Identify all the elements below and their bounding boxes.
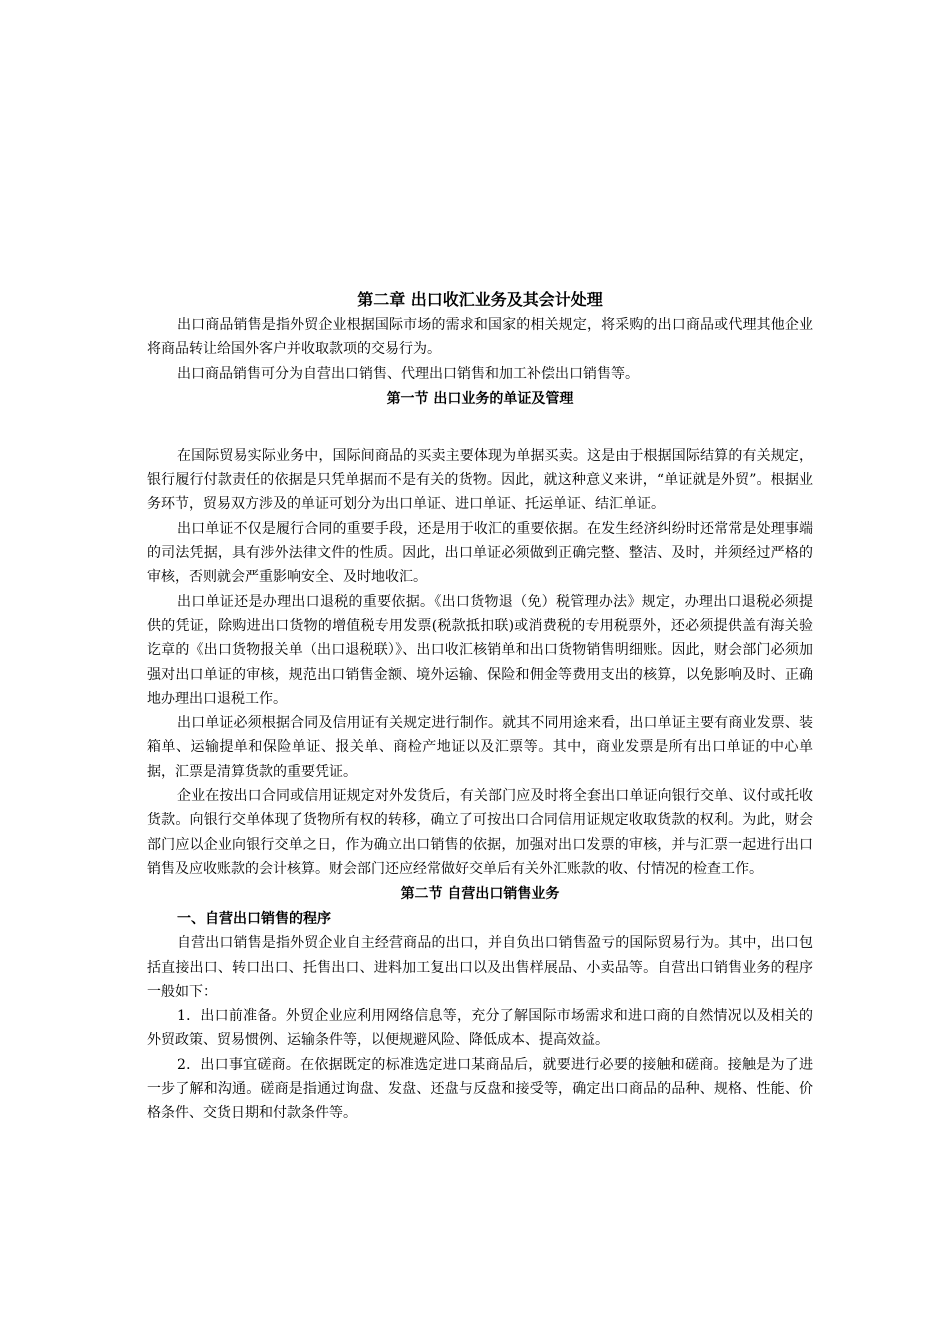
- section-1-title: 第一节 出口业务的单证及管理: [386, 390, 574, 407]
- section-1-paragraph-1: 在国际贸易实际业务中，国际间商品的买卖主要体现为单据买卖。这是由于根据国际结算的有关规定，银行履行付款责任的依据是只凭单据而不是有关的货物。因此，就这种意义来讲，“单证就是外贸”。根据业务环节，贸易双方涉及的单证可划分为出口单证、进口单证、托运单证、结汇单证。: [147, 447, 813, 513]
- section-1-paragraph-4: 出口单证必须根据合同及信用证有关规定进行制作。就其不同用途来看，出口单证主要有商业发票、装箱单、运输提单和保险单证、报关单、商检产地证以及汇票等。其中，商业发票是所有出口单证的中心单据，汇票是清算货款的重要凭证。: [147, 715, 813, 780]
- section-spacer: [147, 412, 813, 444]
- section-1-paragraph-3: 出口单证还是办理出口退税的重要依据。《出口货物退（免）税管理办法》规定，办理出口退税必须提供的凭证，除购进出口货物的增值税专用发票(税款抵扣联)或消费税的专用税票外，还必须提供盖有海关验讫章的《出口货物报关单（出口退税联）》、出口收汇核销单和出口货物销售明细账。因此，财会部门必须加强对出口单证的审核，规范出口销售金额、境外运输、保险和佣金等费用支出的核算，以免影响及时、正确地办理出口退税工作。: [147, 593, 813, 707]
- section-2-paragraph-3: 2．出口事宜磋商。在依据既定的标准选定进口某商品后，就要进行必要的接触和磋商。接触是为了进一步了解和沟通。磋商是指通过询盘、发盘、还盘与反盘和接受等，确定出口商品的品种、规格、性能、价格条件、交货日期和付款条件等。: [147, 1056, 813, 1122]
- section-2-paragraph-2: 1．出口前准备。外贸企业应利用网络信息等，充分了解国际市场需求和进口商的自然情况以及相关的外贸政策、贸易惯例、运输条件等，以便规避风险、降低成本、提高效益。: [147, 1008, 813, 1049]
- section-2-subheading: 一、自营出口销售的程序: [177, 911, 331, 928]
- intro-paragraph-1: 出口商品销售是指外贸企业根据国际市场的需求和国家的相关规定，将采购的出口商品或代理其他企业将商品转让给国外客户并收取款项的交易行为。: [147, 317, 813, 358]
- intro-paragraph-2: 出口商品销售可分为自营出口销售、代理出口销售和加工补偿出口销售等。: [177, 365, 639, 382]
- section-2-title: 第二节 自营出口销售业务: [400, 886, 560, 903]
- section-1-paragraph-2: 出口单证不仅是履行合同的重要手段，还是用于收汇的重要依据。在发生经济纠纷时还常常是处理事端的司法凭据，具有涉外法律文件的性质。因此，出口单证必须做到正确完整、整洁、及时，并须经过严格的审核，否则就会严重影响安全、及时地收汇。: [147, 520, 813, 586]
- chapter-title: 第二章 出口收汇业务及其会计处理: [357, 290, 603, 309]
- section-2-paragraph-1: 自营出口销售是指外贸企业自主经营商品的出口，并自负出口销售盈亏的国际贸易行为。其中，出口包括直接出口、转口出口、托售出口、进料加工复出口以及出售样展品、小卖品等。自营出口销售业务的程序一般如下：: [147, 935, 813, 1000]
- section-1-paragraph-5: 企业在按出口合同或信用证规定对外发货后，有关部门应及时将全套出口单证向银行交单、议付或托收货款。向银行交单体现了货物所有权的转移，确立了可按出口合同信用证规定收取货款的权利。为此，财会部门应以企业向银行交单之日，作为确立出口销售的依据，加强对出口发票的审核，并与汇票一起进行出口销售及应收账款的会计核算。财会部门还应经常做好交单后有关外汇账款的收、付情况的检查工作。: [147, 788, 813, 877]
- document-page: [147, 287, 813, 1126]
